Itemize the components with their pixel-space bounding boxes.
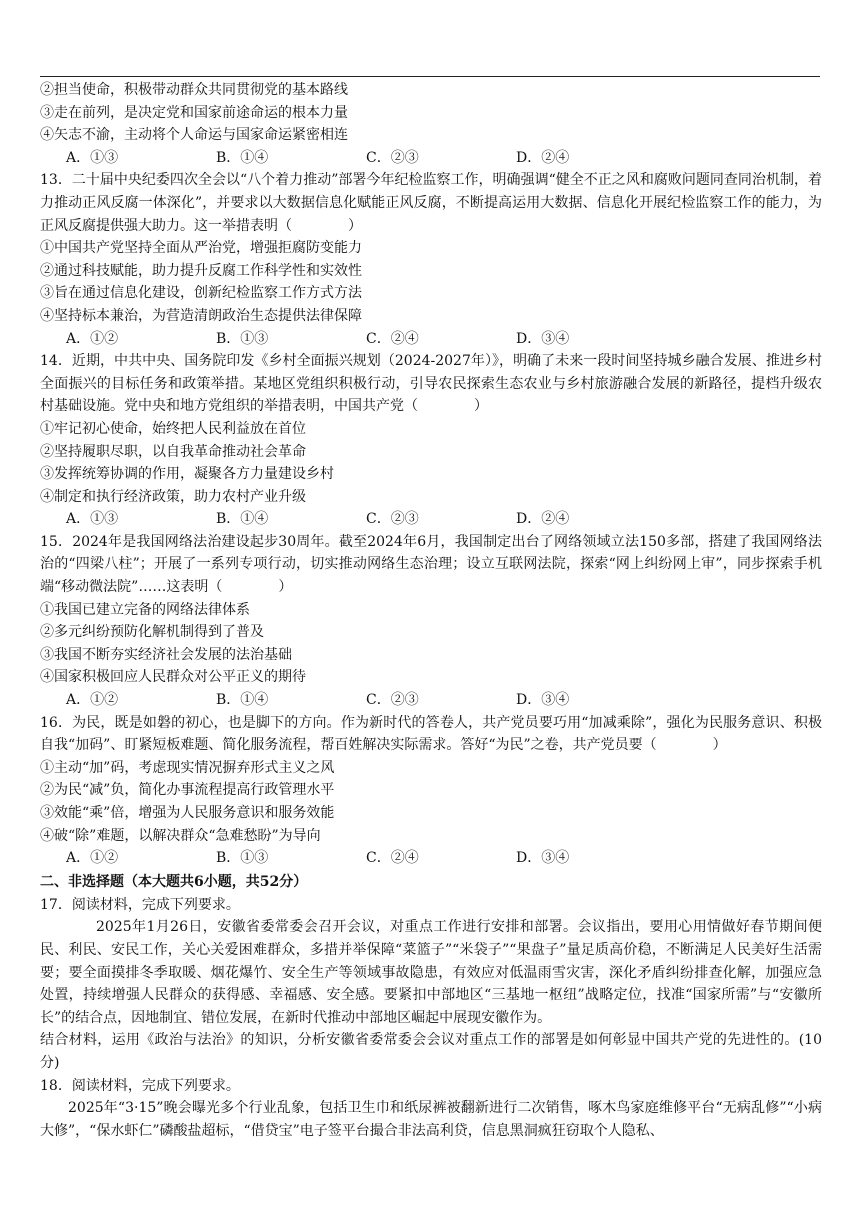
q15-options (40, 689, 822, 712)
q16-options (40, 847, 822, 870)
q15-item-4: ④国家积极回应人民群众对公平正义的期待 (40, 669, 306, 686)
q16-item-2: ②为民“减”负，简化办事流程提高行政管理水平 (40, 782, 335, 799)
q14-stem: 14．近期，中共中央、国务院印发《乡村全面振兴规划（2024-2027年）》，明确了未来一段时间坚持城乡融合发展、推进乡村全面振兴的目标任务和政策举措。某地区党组织积极行动，引导农民探索生态农业与乡村旅游融合发展的新路径，提档升级农村基础设施。党中央和地方党组织的举措表明，中国共产党（ ） (40, 353, 822, 415)
q14-option-c: C．②③ (366, 511, 419, 528)
q15-option-a: A．①② (66, 692, 119, 709)
q13-option-a: A．①② (66, 330, 119, 347)
q14-item-2: ②坚持履职尽职，以自我革命推动社会革命 (40, 443, 306, 460)
q13-option-c: C．②④ (366, 330, 419, 347)
q12-options (40, 147, 822, 170)
q17-question: 结合材料，运用《政治与法治》的知识，分析安徽省委常委会会议对重点工作的部署是如何彰显中国共产党的先进性的。(10分) (40, 1032, 822, 1071)
q15-item-3: ③我国不断夯实经济社会发展的法治基础 (40, 646, 292, 663)
q14-option-a: A．①③ (66, 511, 119, 528)
q16-option-d: D．③④ (516, 850, 570, 867)
q17-prompt: 17．阅读材料，完成下列要求。 (40, 896, 240, 913)
q12-item-4: ④矢志不渝，主动将个人命运与国家命运紧密相连 (40, 127, 348, 144)
q15-option-b: B．①④ (216, 692, 269, 709)
q13-option-d: D．③④ (516, 330, 570, 347)
q18-prompt: 18．阅读材料，完成下列要求。 (40, 1077, 240, 1094)
q16-option-a: A．①② (66, 850, 119, 867)
q18-material: 2025年“3·15”晚会曝光多个行业乱象，包括卫生巾和纸尿裤被翻新进行二次销售，啄木鸟家庭维修平台“无病乱修”“小病大修”，“保水虾仁”磷酸盐超标，“借贷宝”电子签平台撮合非法高利贷，信息黑洞疯狂窃取个人隐私、 (40, 1100, 822, 1139)
q12-option-d: D．②④ (516, 149, 570, 166)
q13-options (40, 328, 822, 351)
q14-item-3: ③发挥统筹协调的作用，凝聚各方力量建设乡村 (40, 466, 334, 483)
q14-option-d: D．②④ (516, 511, 570, 528)
q13-item-1: ①中国共产党坚持全面从严治党，增强拒腐防变能力 (40, 240, 362, 257)
q13-option-b: B．①③ (216, 330, 269, 347)
q15-option-d: D．③④ (516, 692, 570, 709)
q13-item-2: ②通过科技赋能，助力提升反腐工作科学性和实效性 (40, 262, 362, 279)
q14-option-b: B．①④ (216, 511, 269, 528)
q14-item-1: ①牢记初心使命，始终把人民利益放在首位 (40, 420, 306, 437)
q12-item-3: ③走在前列，是决定党和国家前途命运的根本力量 (40, 104, 348, 121)
q16-item-4: ④破“除”难题，以解决群众“急难愁盼”为导向 (40, 827, 321, 844)
q13-item-3: ③旨在通过信息化建设，创新纪检监察工作方式方法 (40, 285, 362, 302)
q14-options (40, 508, 822, 531)
q15-item-2: ②多元纠纷预防化解机制得到了普及 (40, 624, 264, 641)
q16-item-1: ①主动“加”码，考虑现实情况摒弃形式主义之风 (40, 759, 335, 776)
header-rule (40, 76, 820, 77)
q15-item-1: ①我国已建立完备的网络法律体系 (40, 601, 250, 618)
q12-option-c: C．②③ (366, 149, 419, 166)
q17-material: 2025年1月26日，安徽省委常委会召开会议，对重点工作进行安排和部署。会议指出，要用心用情做好春节期间便民、利民、安民工作，关心关爱困难群众，多措并举保障“菜篮子”“米袋子”“果盘子”量足质高价稳，不断满足人民美好生活需要；要全面摸排冬季取暖、烟花爆竹、安全生产等领域事故隐患，有效应对低温雨雪灾害，深化矛盾纠纷排查化解，加强应急处置，持续增强人民群众的获得感、幸福感、安全感。要紧扣中部地区“三基地一枢纽”战略定位，找准“国家所需”与“安徽所长”的结合点，因地制宜、错位发展，在新时代推动中部地区崛起中展现安徽作为。 (40, 919, 822, 1026)
q12-option-b: B．①④ (216, 149, 269, 166)
q13-item-4: ④坚持标本兼治，为营造清朗政治生态提供法律保障 (40, 307, 362, 324)
q16-option-c: C．②④ (366, 850, 419, 867)
exam-content (40, 79, 822, 1142)
section-2-title: 二、非选择题（本大题共6小题，共52分） (40, 873, 308, 890)
q16-option-b: B．①③ (216, 850, 269, 867)
q14-item-4: ④制定和执行经济政策，助力农村产业升级 (40, 488, 306, 505)
q16-item-3: ③效能“乘”倍，增强为人民服务意识和服务效能 (40, 805, 335, 821)
q13-stem: 13．二十届中央纪委四次全会以“八个着力推动”部署今年纪检监察工作，明确强调“健全不正之风和腐败问题同查同治机制，着力推动正风反腐一体深化”，并要求以大数据信息化赋能正风反腐，不断提高运用大数据、信息化开展纪检监察工作的能力，为正风反腐提供强大助力。这一举措表明（ ） (40, 172, 822, 234)
q16-stem: 16．为民，既是如磐的初心，也是脚下的方向。作为新时代的答卷人，共产党员要巧用“加减乘除”，强化为民服务意识、积极自我“加码”、盯紧短板难题、简化服务流程，帮百姓解决实际需求。答好“为民”之卷，共产党员要（ ） (40, 714, 822, 754)
q12-item-2: ②担当使命，积极带动群众共同贯彻党的基本路线 (40, 82, 348, 98)
q15-option-c: C．②③ (366, 692, 419, 709)
q12-option-a: A．①③ (66, 149, 119, 166)
q15-stem: 15．2024年是我国网络法治建设起步30周年。截至2024年6月，我国制定出台了网络领域立法150多部，搭建了我国网络法治的“四梁八柱”；开展了一系列专项行动，切实推动网络生态治理；设立互联网法院，探索“网上纠纷网上审”，同步探索手机端“移动微法院”……这表明（ ） (40, 533, 822, 596)
